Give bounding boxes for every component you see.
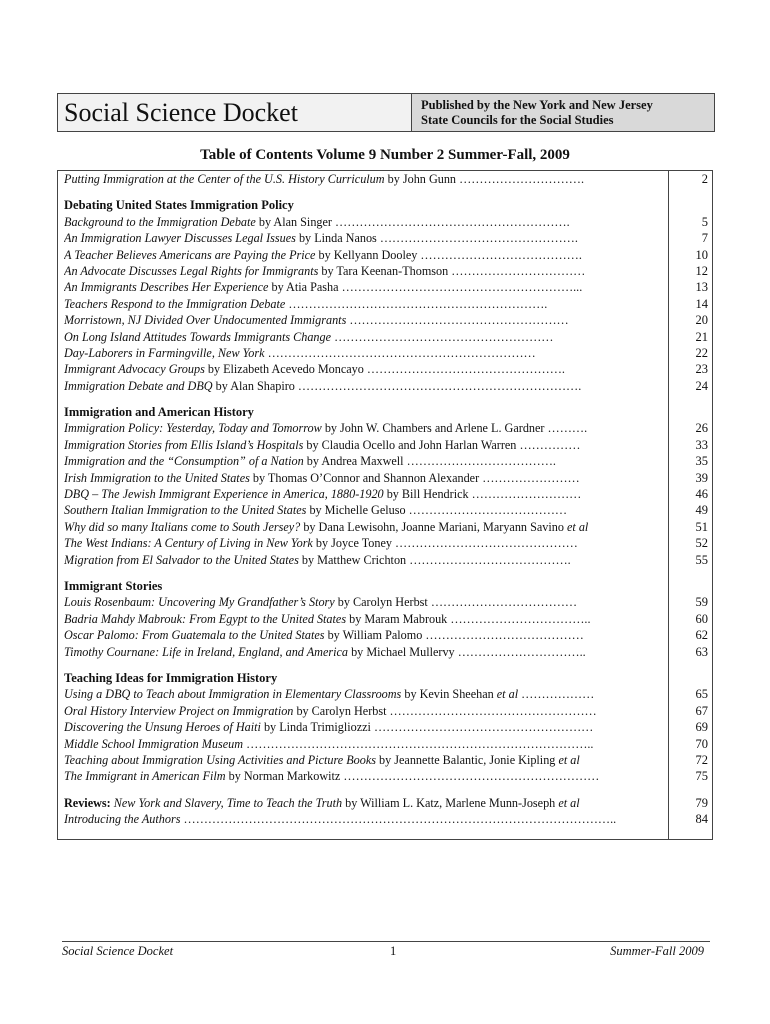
entry-title: Southern Italian Immigration to the United States xyxy=(64,503,307,518)
entry-author: by Maram Mabrouk xyxy=(346,611,448,626)
toc-entry xyxy=(64,502,664,518)
entry-author: by John Gunn xyxy=(384,172,457,186)
entry-author: by Joyce Toney xyxy=(312,536,392,551)
entry-page-number: 26 xyxy=(695,421,708,436)
entry-title: Immigration Debate and DBQ xyxy=(64,378,213,393)
entry-leader: …………………… xyxy=(479,470,580,485)
entry-page-number: 39 xyxy=(695,470,708,485)
entry-leader: ……………………………………………………………. xyxy=(294,378,582,393)
entry-title: Morristown, NJ Divided Over Undocumented Immigrants xyxy=(64,313,347,328)
entry-title: The West Indians: A Century of Living in New York xyxy=(64,536,313,551)
toc-page-numbers xyxy=(672,171,712,827)
entry-author: by Matthew Crichton xyxy=(298,552,407,567)
entry-page-number: 75 xyxy=(695,769,708,784)
entry-title: An Advocate Discusses Legal Rights for Immigrants xyxy=(64,263,319,278)
entry-author: by Linda Nanos xyxy=(295,231,377,246)
entry-page-number: 13 xyxy=(695,280,708,295)
entry-author: by Michael Mullervy xyxy=(348,644,455,659)
entry-title: Timothy Cournane: Life in Ireland, England, and America xyxy=(64,644,349,659)
entry-leader: ……………………………………………… xyxy=(370,720,594,735)
entry-title: Day-Laborers in Farmingville, New York xyxy=(64,345,265,360)
entry-page-number: 59 xyxy=(695,595,708,610)
toc-entry xyxy=(64,470,664,486)
entry-title: Immigrant Advocacy Groups xyxy=(64,362,205,377)
entry-leader: ………. xyxy=(544,421,588,436)
toc-entry xyxy=(64,345,664,361)
entry-title: Background to the Immigration Debate xyxy=(64,214,256,229)
entry-page-number: 20 xyxy=(695,313,708,328)
entry-author-suffix: et al xyxy=(493,687,519,702)
toc-entry xyxy=(64,519,664,535)
entry-page-number: 60 xyxy=(695,611,708,626)
section-heading-spacer xyxy=(672,404,708,420)
entry-page-number: 62 xyxy=(695,628,708,643)
toc-entry xyxy=(64,247,664,263)
entry-author: by Michelle Geluso xyxy=(306,503,406,518)
entry-leader: ………………………………………………………… xyxy=(264,345,536,360)
entry-title: A Teacher Believes Americans are Paying the Price xyxy=(64,247,316,262)
entry-leader: ………………………………………………………. xyxy=(285,296,548,311)
masthead xyxy=(57,93,715,132)
entry-title: Teaching about Immigration Using Activities and Picture Books xyxy=(64,752,376,767)
entry-leader: …………………………………. xyxy=(417,247,582,262)
toc-entry xyxy=(64,171,664,187)
entry-leader: …………………………………………. xyxy=(376,231,578,246)
entry-author: by Jeannette Balantic, Jonie Kipling xyxy=(376,752,556,767)
reviews-entry xyxy=(64,795,664,811)
entry-title: Immigration Policy: Yesterday, Today and Tomorrow xyxy=(64,421,322,436)
entry-author: by William Palomo xyxy=(324,628,423,643)
reviews-author: by William L. Katz, Marlene Munn-Joseph xyxy=(342,795,556,810)
entry-author: by Carolyn Herbst xyxy=(293,703,387,718)
toc-entry xyxy=(64,535,664,551)
journal-title: Social Science Docket xyxy=(58,94,412,131)
reviews-title: New York and Slavery, Time to Teach the Truth xyxy=(110,795,343,810)
entry-title: The Immigrant in American Film xyxy=(64,769,226,784)
entry-author: by Carolyn Herbst xyxy=(334,595,428,610)
footer-rule xyxy=(62,941,710,942)
toc-entry xyxy=(64,768,664,784)
entry-leader: ……………………………… xyxy=(427,595,578,610)
entry-author: by Elizabeth Acevedo Moncayo xyxy=(204,362,364,377)
footer-issue: Summer-Fall 2009 xyxy=(610,944,704,958)
entry-author: by Atia Pasha xyxy=(268,280,339,295)
toc-entry xyxy=(64,378,664,394)
entry-title: Immigration Stories from Ellis Island’s Hospitals xyxy=(64,437,304,452)
entry-page-number: 2 xyxy=(701,172,708,186)
entry-page-number: 63 xyxy=(695,644,708,659)
entry-page-number: 35 xyxy=(695,454,708,469)
column-divider xyxy=(668,171,669,839)
entry-title: Oscar Palomo: From Guatemala to the United States xyxy=(64,628,325,643)
section-gap xyxy=(64,394,664,404)
toc-heading: Table of Contents Volume 9 Number 2 Summer-Fall, 2009 xyxy=(200,147,570,163)
section-heading-spacer xyxy=(672,197,708,213)
entry-author: by Tara Keenan-Thomson xyxy=(318,263,449,278)
toc-entry xyxy=(64,312,664,328)
reviews-page-number: 79 xyxy=(695,795,708,810)
entry-page-number: 21 xyxy=(695,329,708,344)
entry-leader: ………………………………. xyxy=(403,454,556,469)
entry-title: An Immigrants Describes Her Experience xyxy=(64,280,269,295)
section-gap xyxy=(672,785,708,795)
entry-author: by John W. Chambers and Arlene L. Gardner xyxy=(321,421,545,436)
entry-leader: ………………………………… xyxy=(405,503,568,518)
toc-entry xyxy=(64,703,664,719)
section-heading-spacer xyxy=(672,670,708,686)
entry-title: Badria Mahdy Mabrouk: From Egypt to the United States xyxy=(64,611,347,626)
section-gap xyxy=(672,187,708,197)
entry-author: by Dana Lewisohn, Joanne Mariani, Maryann Savino xyxy=(300,519,564,534)
section-heading: Debating United States Immigration Policy xyxy=(64,198,294,213)
entry-author: by Thomas O’Connor and Shannon Alexander xyxy=(249,470,480,485)
toc-entry xyxy=(64,296,664,312)
entry-page-number: 55 xyxy=(695,552,708,567)
toc-entry xyxy=(64,594,664,610)
entry-page-number: 70 xyxy=(695,736,708,751)
entry-leader: …………………………………………… xyxy=(386,703,597,718)
entry-page-number: 7 xyxy=(701,231,708,246)
entry-leader: …………… xyxy=(516,437,581,452)
entry-leader: ……………………… xyxy=(468,487,582,502)
entry-title: DBQ – The Jewish Immigrant Experience in America, 1880-1920 xyxy=(64,487,384,502)
entry-title: Using a DBQ to Teach about Immigration in Elementary Classrooms xyxy=(64,687,402,702)
entry-page-number: 51 xyxy=(695,519,708,534)
entry-title: Putting Immigration at the Center of the U.S. History Curriculum xyxy=(64,172,385,186)
toc-entry xyxy=(64,437,664,453)
footer-journal: Social Science Docket xyxy=(62,944,174,958)
entry-page-number: 14 xyxy=(695,296,708,311)
toc-entry xyxy=(64,263,664,279)
entry-author-suffix: et al xyxy=(555,752,580,767)
section-heading: Teaching Ideas for Immigration History xyxy=(64,670,278,685)
toc-entry xyxy=(64,644,664,660)
section-gap xyxy=(64,785,664,795)
section-gap xyxy=(64,568,664,578)
entry-page-number: 84 xyxy=(695,812,708,827)
entry-leader: …………………………………………………………………………………………….. xyxy=(180,812,617,827)
entry-leader: …………………………………………………. xyxy=(331,214,570,229)
reviews-author-suffix: et al xyxy=(555,795,580,810)
toc-entry xyxy=(64,719,664,735)
entry-title: Middle School Immigration Museum xyxy=(64,736,244,751)
toc-entry xyxy=(64,214,664,230)
toc-entry xyxy=(64,279,664,295)
section-gap xyxy=(64,187,664,197)
entry-author: by Linda Trimigliozzi xyxy=(260,720,371,735)
entry-leader: ……………………………………………… xyxy=(331,329,554,344)
entry-author: by Alan Singer xyxy=(255,214,332,229)
section-gap xyxy=(672,660,708,670)
section-gap xyxy=(672,394,708,404)
entry-leader: ………………………….. xyxy=(454,644,586,659)
toc-entry xyxy=(64,230,664,246)
entry-page-number: 12 xyxy=(695,263,708,278)
entry-title: Migration from El Salvador to the United States xyxy=(64,552,299,567)
entry-title: Louis Rosenbaum: Uncovering My Grandfather’s Story xyxy=(64,595,335,610)
toc-entry xyxy=(64,752,664,768)
section-gap xyxy=(64,660,664,670)
entry-page-number: 69 xyxy=(695,720,708,735)
toc-entry xyxy=(64,627,664,643)
toc-entry xyxy=(64,453,664,469)
toc-entry xyxy=(64,329,664,345)
footer-page-number: 1 xyxy=(390,944,397,958)
reviews-label: Reviews: xyxy=(64,795,111,810)
entry-leader: …………………………………. xyxy=(406,552,571,567)
entry-author: by Bill Hendrick xyxy=(383,487,469,502)
toc-entry xyxy=(64,361,664,377)
entry-page-number: 5 xyxy=(701,214,708,229)
entry-author: by Claudia Ocello and John Harlan Warren xyxy=(303,437,517,452)
entry-author: by Kevin Sheehan xyxy=(401,687,494,702)
toc-entry xyxy=(64,486,664,502)
authors-entry xyxy=(64,811,664,827)
entry-leader: ……………………………………… xyxy=(391,536,578,551)
entry-title: Immigration and the “Consumption” of a Nation xyxy=(64,454,304,469)
entry-title: Introducing the Authors xyxy=(64,812,181,827)
entry-author: by Norman Markowitz xyxy=(225,769,341,784)
entry-title: Teachers Respond to the Immigration Debate xyxy=(64,296,286,311)
section-heading-spacer xyxy=(672,578,708,594)
toc-entries xyxy=(64,171,664,827)
entry-page-number: 22 xyxy=(695,345,708,360)
table-of-contents xyxy=(57,170,713,840)
toc-entry xyxy=(64,420,664,436)
entry-leader: ……………………………………………………… xyxy=(340,769,600,784)
entry-title: On Long Island Attitudes Towards Immigrants Change xyxy=(64,329,332,344)
entry-page-number: 33 xyxy=(695,437,708,452)
entry-leader: ……………………………………………… xyxy=(346,313,569,328)
section-gap xyxy=(672,568,708,578)
entry-page-number: 24 xyxy=(695,378,708,393)
toc-entry xyxy=(64,611,664,627)
toc-entry xyxy=(64,686,664,702)
entry-page-number: 65 xyxy=(695,687,708,702)
publisher-info xyxy=(412,94,714,131)
entry-author-suffix: et al xyxy=(563,519,589,534)
entry-leader: …………………………… xyxy=(448,263,586,278)
entry-leader: …………………………. xyxy=(456,172,584,186)
entry-author: by Andrea Maxwell xyxy=(303,454,404,469)
entry-title: Oral History Interview Project on Immigration xyxy=(64,703,294,718)
publisher-line-2: State Councils for the Social Studies xyxy=(421,113,614,127)
entry-leader: ………………………………… xyxy=(422,628,584,643)
entry-title: An Immigration Lawyer Discusses Legal Issues xyxy=(64,231,296,246)
entry-page-number: 23 xyxy=(695,362,708,377)
entry-leader: ………………………………………………………………………….. xyxy=(243,736,594,751)
entry-page-number: 72 xyxy=(695,752,708,767)
toc-entry xyxy=(64,552,664,568)
entry-leader: ……………… xyxy=(518,687,595,702)
entry-leader: …………………………………………………... xyxy=(338,280,583,295)
entry-leader: …………………………………………. xyxy=(363,362,565,377)
entry-title: Why did so many Italians come to South Jersey? xyxy=(64,519,301,534)
entry-page-number: 46 xyxy=(695,487,708,502)
entry-leader: …………………………….. xyxy=(447,611,591,626)
entry-page-number: 49 xyxy=(695,503,708,518)
entry-author: by Kellyann Dooley xyxy=(315,247,418,262)
entry-page-number: 67 xyxy=(695,703,708,718)
entry-author: by Alan Shapiro xyxy=(212,378,295,393)
entry-title: Discovering the Unsung Heroes of Haiti xyxy=(64,720,261,735)
section-heading: Immigrant Stories xyxy=(64,578,163,593)
section-heading: Immigration and American History xyxy=(64,405,254,420)
entry-title: Irish Immigration to the United States xyxy=(64,470,250,485)
entry-page-number: 52 xyxy=(695,536,708,551)
entry-page-number: 10 xyxy=(695,247,708,262)
toc-entry xyxy=(64,736,664,752)
publisher-line-1: Published by the New York and New Jersey xyxy=(421,98,653,112)
